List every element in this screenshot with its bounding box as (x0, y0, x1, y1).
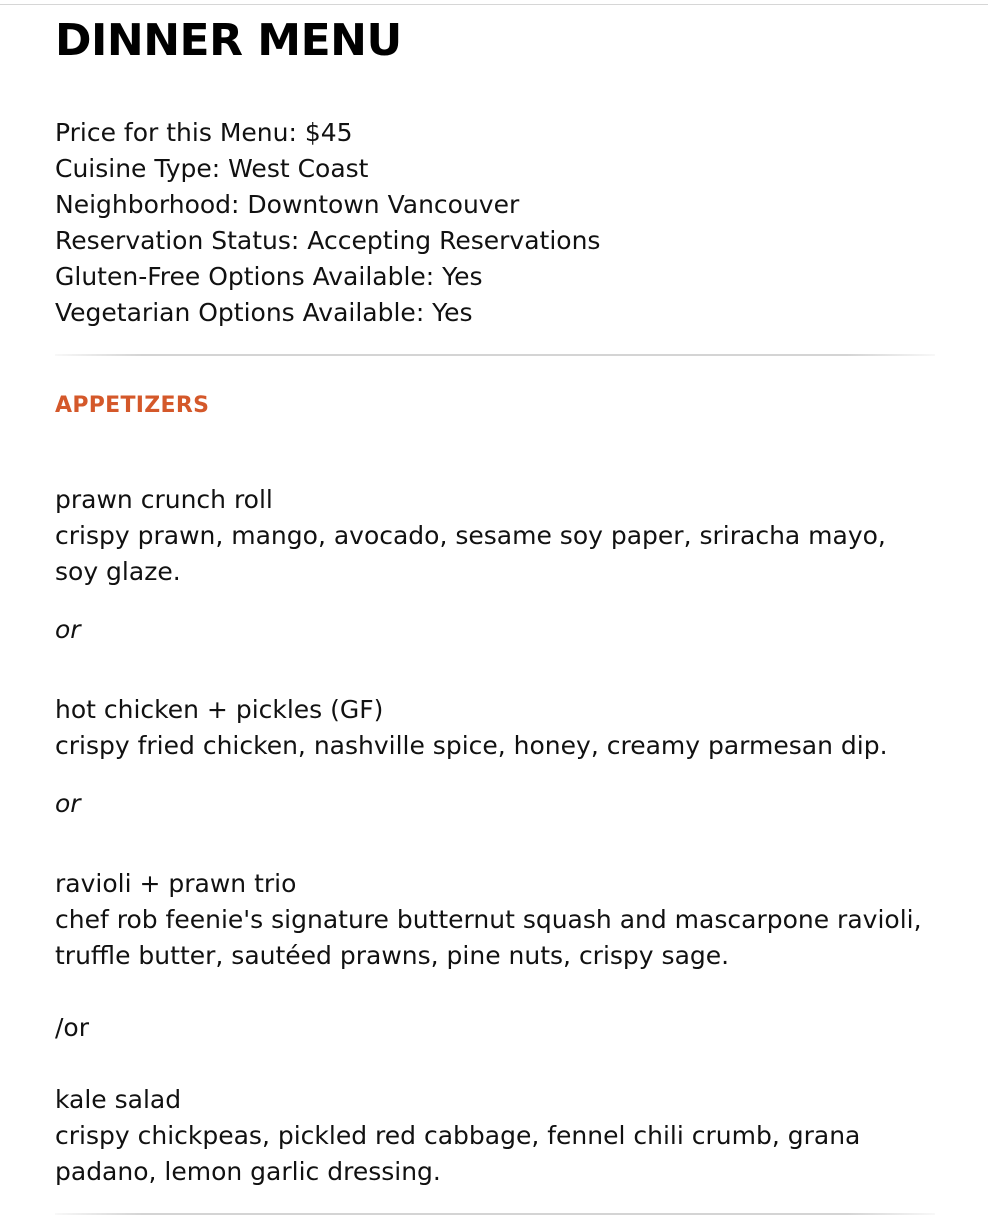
menu-item-ravioli-prawn-trio (55, 866, 935, 974)
top-border (0, 4, 988, 5)
item-name: ravioli + prawn trio (55, 869, 297, 898)
item-description: crispy chickpeas, pickled red cabbage, fennel chili crumb, grana padano, lemon garlic dressing. (55, 1121, 861, 1186)
or-separator: /or (55, 1013, 89, 1042)
menu-item-prawn-crunch-roll (55, 482, 935, 590)
neighborhood-info: Neighborhood: Downtown Vancouver (55, 190, 520, 219)
gluten-free-info: Gluten-Free Options Available: Yes (55, 262, 483, 291)
menu-item-hot-chicken (55, 692, 935, 764)
menu-item-kale-salad (55, 1082, 935, 1190)
menu-info-list (55, 115, 600, 331)
price-info: Price for this Menu: $45 (55, 118, 353, 147)
or-separator: or (55, 615, 81, 644)
item-name: hot chicken + pickles (GF) (55, 695, 384, 724)
section-divider (55, 1213, 935, 1215)
cuisine-info: Cuisine Type: West Coast (55, 154, 369, 183)
item-description: chef rob feenie's signature butternut squash and mascarpone ravioli, truffle butter, sautéed prawns, pine nuts, crispy sage. (55, 905, 922, 970)
section-divider (55, 354, 935, 356)
reservation-info: Reservation Status: Accepting Reservations (55, 226, 601, 255)
item-name: kale salad (55, 1085, 182, 1114)
vegetarian-info: Vegetarian Options Available: Yes (55, 298, 473, 327)
item-description: crispy fried chicken, nashville spice, honey, creamy parmesan dip. (55, 731, 888, 760)
item-description: crispy prawn, mango, avocado, sesame soy paper, sriracha mayo, soy glaze. (55, 521, 886, 586)
section-heading-appetizers: APPETIZERS (55, 393, 210, 418)
page-title: DINNER MENU (55, 15, 402, 66)
item-name: prawn crunch roll (55, 485, 273, 514)
or-separator: or (55, 789, 81, 818)
